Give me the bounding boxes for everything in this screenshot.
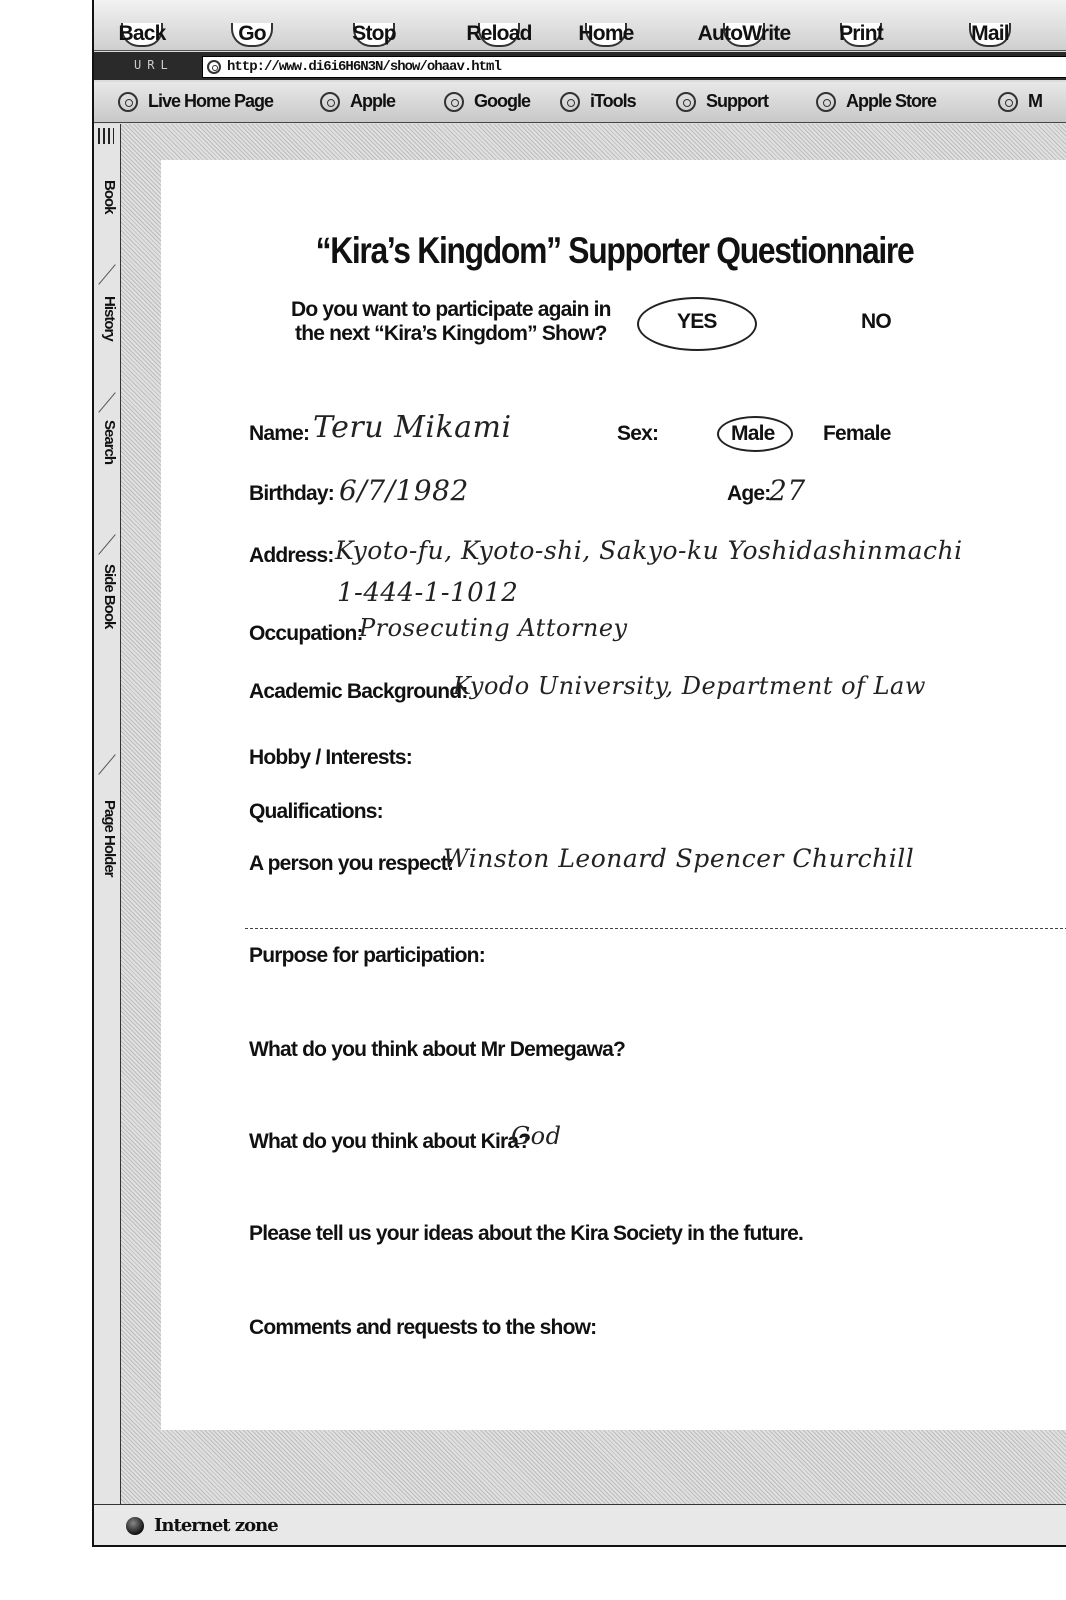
divider	[92, 1545, 1066, 1547]
reload-button[interactable]: Reload	[466, 22, 532, 45]
respect-value[interactable]: Winston Leonard Spencer Churchill	[443, 844, 915, 873]
browser-window	[92, 0, 1066, 1545]
back-button[interactable]: Back	[118, 22, 166, 45]
url-label: URL	[134, 58, 174, 72]
age-label: Age:	[727, 482, 771, 505]
status-bar	[94, 1504, 1066, 1546]
participate-question: Do you want to participate again in the next “Kira’s Kingdom” Show?	[291, 298, 611, 345]
birthday-label: Birthday:	[249, 482, 334, 505]
kira-value[interactable]: God	[511, 1122, 562, 1150]
sex-female[interactable]: Female	[823, 422, 891, 445]
sidebar-tab-side-book[interactable]: Side Book	[101, 564, 118, 629]
favorite-more[interactable]: M	[994, 91, 1042, 112]
divider	[98, 754, 115, 775]
address-line2[interactable]: 1-444-1-1012	[337, 578, 519, 608]
mail-button[interactable]: Mail	[960, 0, 1020, 50]
favorite-icon	[320, 92, 340, 112]
favorite-icon	[118, 92, 138, 112]
autowrite-button[interactable]: AutoWrite	[697, 22, 791, 45]
academic-label: Academic Background:	[249, 680, 468, 703]
favorites-bar	[94, 82, 1066, 123]
print-button[interactable]: Print	[839, 22, 883, 45]
favorite-google[interactable]: Google	[440, 91, 530, 112]
toolbar	[94, 0, 1066, 51]
birthday-value[interactable]: 6/7/1982	[339, 474, 469, 507]
sex-label: Sex:	[617, 422, 659, 445]
content-frame	[121, 124, 1066, 1504]
future-label: Please tell us your ideas about the Kira Society in the future.	[249, 1222, 804, 1245]
sidebar-tab-history[interactable]: History	[101, 296, 118, 341]
favorite-icon	[816, 92, 836, 112]
favorite-icon	[998, 92, 1018, 112]
academic-value[interactable]: Kyodo University, Department of Law	[453, 672, 926, 700]
divider	[98, 534, 115, 555]
demegawa-label: What do you think about Mr Demegawa?	[249, 1038, 626, 1061]
status-text: Internet zone	[154, 1515, 278, 1536]
name-value[interactable]: Teru Mikami	[313, 410, 512, 445]
address-bar	[94, 52, 1066, 80]
age-value[interactable]: 27	[769, 474, 806, 507]
address-label: Address:	[249, 544, 334, 567]
stop-button[interactable]: Stop	[352, 22, 396, 45]
go-button[interactable]: Go	[222, 0, 282, 50]
internet-zone-icon	[126, 1517, 144, 1535]
page-title: “Kira’s Kingdom” Supporter Questionnaire	[315, 230, 914, 271]
questionnaire-page	[161, 160, 1066, 1430]
sidebar-tab-book[interactable]: Book	[101, 180, 118, 214]
favorite-live-home-page[interactable]: Live Home Page	[114, 91, 273, 112]
purpose-label: Purpose for participation:	[249, 944, 485, 967]
kira-label: What do you think about Kira?	[249, 1130, 531, 1153]
section-divider	[245, 928, 1066, 929]
url-text: http://www.di6i6H6N3N/show/ohaav.html	[227, 59, 501, 75]
divider	[98, 264, 115, 285]
qualifications-label: Qualifications:	[249, 800, 383, 823]
favorite-itools[interactable]: iTools	[556, 91, 636, 112]
url-input[interactable]	[202, 56, 1066, 78]
occupation-label: Occupation:	[249, 622, 363, 645]
sidebar-tab-page-holder[interactable]: Page Holder	[101, 800, 118, 877]
home-button[interactable]: Home	[578, 22, 634, 45]
sidebar-grip-icon[interactable]	[98, 128, 114, 144]
favorite-support[interactable]: Support	[672, 91, 768, 112]
favorite-icon	[676, 92, 696, 112]
respect-label: A person you respect:	[249, 852, 454, 875]
sidebar-tab-search[interactable]: Search	[101, 420, 118, 465]
favorite-icon	[444, 92, 464, 112]
favorite-apple-store[interactable]: Apple Store	[812, 91, 936, 112]
address-line1[interactable]: Kyoto-fu, Kyoto-shi, Sakyo-ku Yoshidashinmachi	[335, 536, 963, 565]
answer-no[interactable]: NO	[861, 310, 891, 333]
favorite-apple[interactable]: Apple	[316, 91, 395, 112]
comments-label: Comments and requests to the show:	[249, 1316, 597, 1339]
page-icon	[207, 60, 221, 74]
sex-male[interactable]: Male	[731, 422, 775, 445]
hobby-label: Hobby / Interests:	[249, 746, 412, 769]
name-label: Name:	[249, 422, 310, 445]
favorite-icon	[560, 92, 580, 112]
occupation-value[interactable]: Prosecuting Attorney	[359, 614, 628, 642]
answer-yes[interactable]: YES	[677, 310, 717, 333]
sidebar	[94, 124, 121, 1504]
divider	[98, 392, 115, 413]
